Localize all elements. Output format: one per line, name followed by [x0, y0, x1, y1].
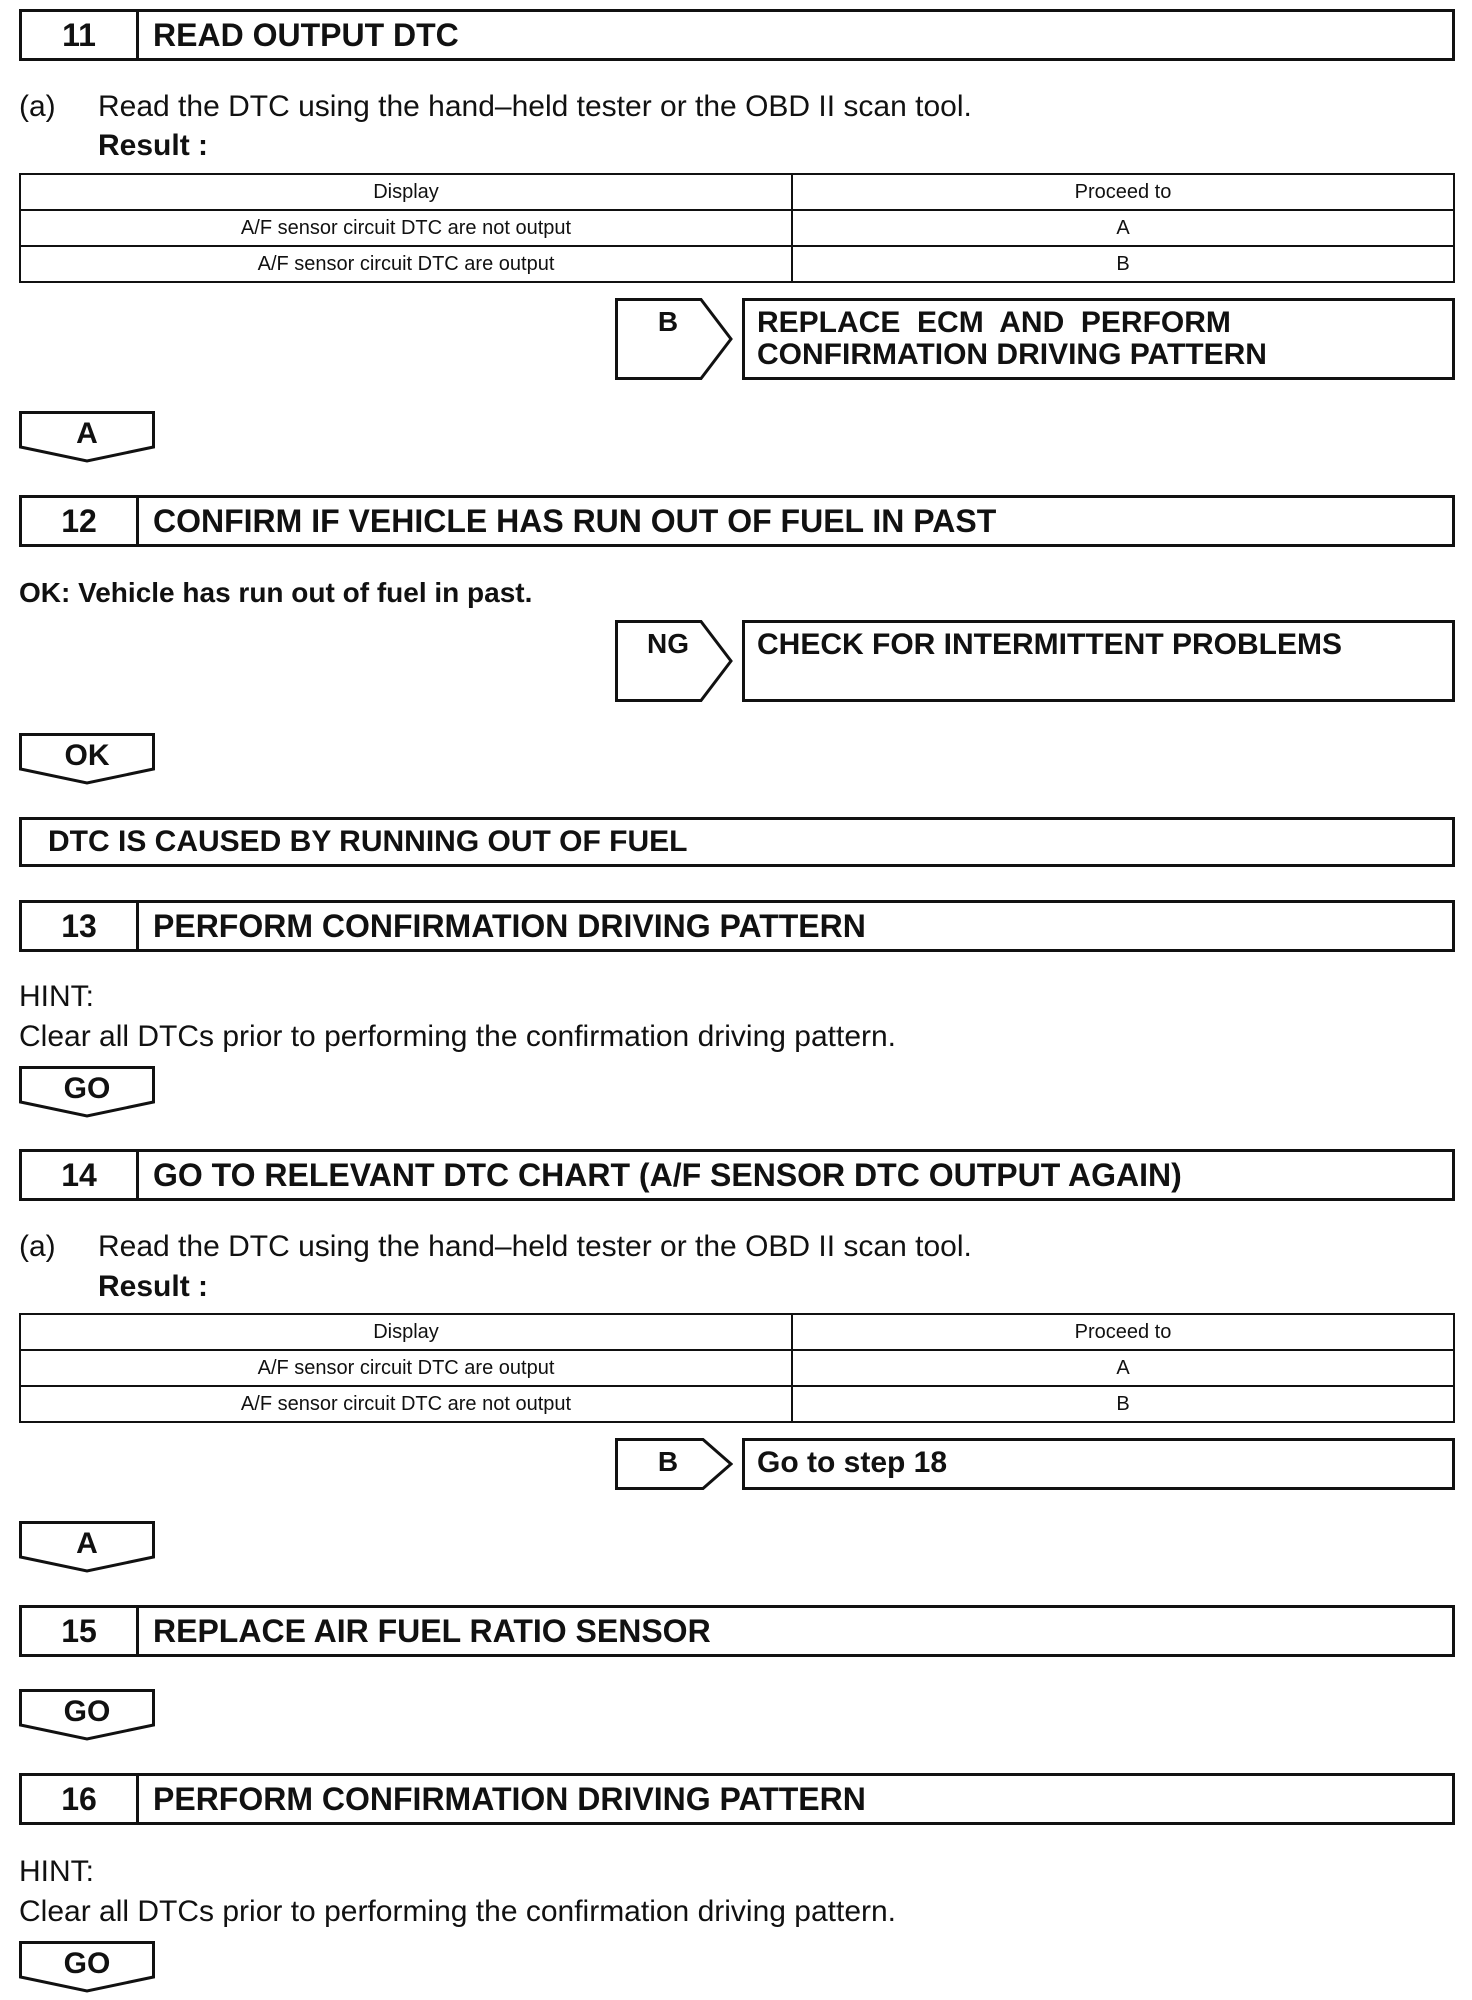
branch-action-box	[742, 1438, 1455, 1490]
branch-ng-arrow	[615, 620, 733, 702]
branch-action-text: CHECK FOR INTERMITTENT PROBLEMS	[757, 628, 1342, 661]
go-tab-a	[19, 411, 155, 463]
step-title: REPLACE AIR FUEL RATIO SENSOR	[153, 1612, 711, 1649]
ok-condition-text: OK: Vehicle has run out of fuel in past.	[19, 577, 533, 608]
table-header-cell: Display	[20, 174, 792, 210]
instruction-marker: (a)	[19, 1230, 56, 1263]
step-number: 15	[22, 1608, 139, 1654]
go-tab-label: A	[76, 417, 98, 450]
step-11-header	[19, 9, 1455, 61]
go-tab-label: GO	[63, 1695, 111, 1728]
go-tab-label: GO	[63, 1947, 111, 1980]
instruction-text: Read the DTC using the hand–held tester or the OBD II scan tool.	[98, 1230, 972, 1263]
branch-action-line-1: REPLACE ECM AND PERFORM	[757, 306, 1231, 339]
table-cell: B	[792, 1386, 1454, 1422]
branch-label: NG	[647, 628, 689, 659]
go-tab-go	[19, 1066, 155, 1118]
step-title: PERFORM CONFIRMATION DRIVING PATTERN	[153, 1780, 866, 1817]
hint-label: HINT:	[19, 1855, 94, 1888]
branch-b-arrow	[615, 298, 733, 380]
table-header-row	[20, 1314, 1454, 1350]
branch-b-arrow	[615, 1438, 733, 1490]
branch-action-line-2: CONFIRMATION DRIVING PATTERN	[757, 338, 1267, 371]
go-tab-label: A	[76, 1527, 98, 1560]
branch-action-box	[742, 620, 1455, 702]
table-row	[20, 246, 1454, 282]
step-number: 11	[22, 12, 139, 58]
hint-text: Clear all DTCs prior to performing the confirmation driving pattern.	[19, 1895, 897, 1928]
table-cell: B	[792, 246, 1454, 282]
conclusion-box: DTC IS CAUSED BY RUNNING OUT OF FUEL	[19, 817, 1455, 867]
go-tab-go	[19, 1941, 155, 1993]
go-tab-go	[19, 1689, 155, 1741]
step-number: 14	[22, 1152, 139, 1198]
table-cell: A/F sensor circuit DTC are not output	[20, 1386, 792, 1422]
step-15-header	[19, 1605, 1455, 1657]
table-row	[20, 1350, 1454, 1386]
go-tab-ok	[19, 733, 155, 785]
go-tab-label: OK	[64, 739, 110, 772]
step-number: 12	[22, 498, 139, 544]
step-13-header	[19, 900, 1455, 952]
step-title: READ OUTPUT DTC	[153, 16, 459, 53]
step-title: CONFIRM IF VEHICLE HAS RUN OUT OF FUEL IN PAST	[153, 502, 997, 539]
branch-label: B	[657, 1446, 679, 1477]
step-number: 13	[22, 903, 139, 949]
result-label: Result :	[98, 129, 209, 162]
step-16-header	[19, 1773, 1455, 1825]
table-header-cell: Proceed to	[792, 1314, 1454, 1350]
step-14-header	[19, 1149, 1455, 1201]
table-row	[20, 210, 1454, 246]
result-table	[19, 173, 1455, 283]
table-header-cell: Display	[20, 1314, 792, 1350]
table-header-row	[20, 174, 1454, 210]
table-cell: A/F sensor circuit DTC are not output	[20, 210, 792, 246]
step-title: PERFORM CONFIRMATION DRIVING PATTERN	[153, 907, 866, 944]
step-12-header	[19, 495, 1455, 547]
table-cell: A/F sensor circuit DTC are output	[20, 1350, 792, 1386]
table-header-cell: Proceed to	[792, 174, 1454, 210]
table-cell: A	[792, 1350, 1454, 1386]
go-tab-label: GO	[63, 1072, 111, 1105]
instruction-text: Read the DTC using the hand–held tester or the OBD II scan tool.	[98, 90, 972, 123]
instruction-marker: (a)	[19, 90, 56, 123]
table-row	[20, 1386, 1454, 1422]
go-tab-a	[19, 1521, 155, 1573]
branch-action-text: Go to step 18	[757, 1446, 948, 1479]
table-cell: A	[792, 210, 1454, 246]
table-cell: A/F sensor circuit DTC are output	[20, 246, 792, 282]
branch-label: B	[657, 306, 679, 337]
branch-action-box	[742, 298, 1455, 380]
result-table	[19, 1313, 1455, 1423]
step-number: 16	[22, 1776, 139, 1822]
step-title: GO TO RELEVANT DTC CHART (A/F SENSOR DTC OUTPUT AGAIN)	[153, 1156, 1182, 1193]
hint-text: Clear all DTCs prior to performing the confirmation driving pattern.	[19, 1020, 897, 1053]
result-label: Result :	[98, 1270, 209, 1303]
hint-label: HINT:	[19, 980, 94, 1013]
